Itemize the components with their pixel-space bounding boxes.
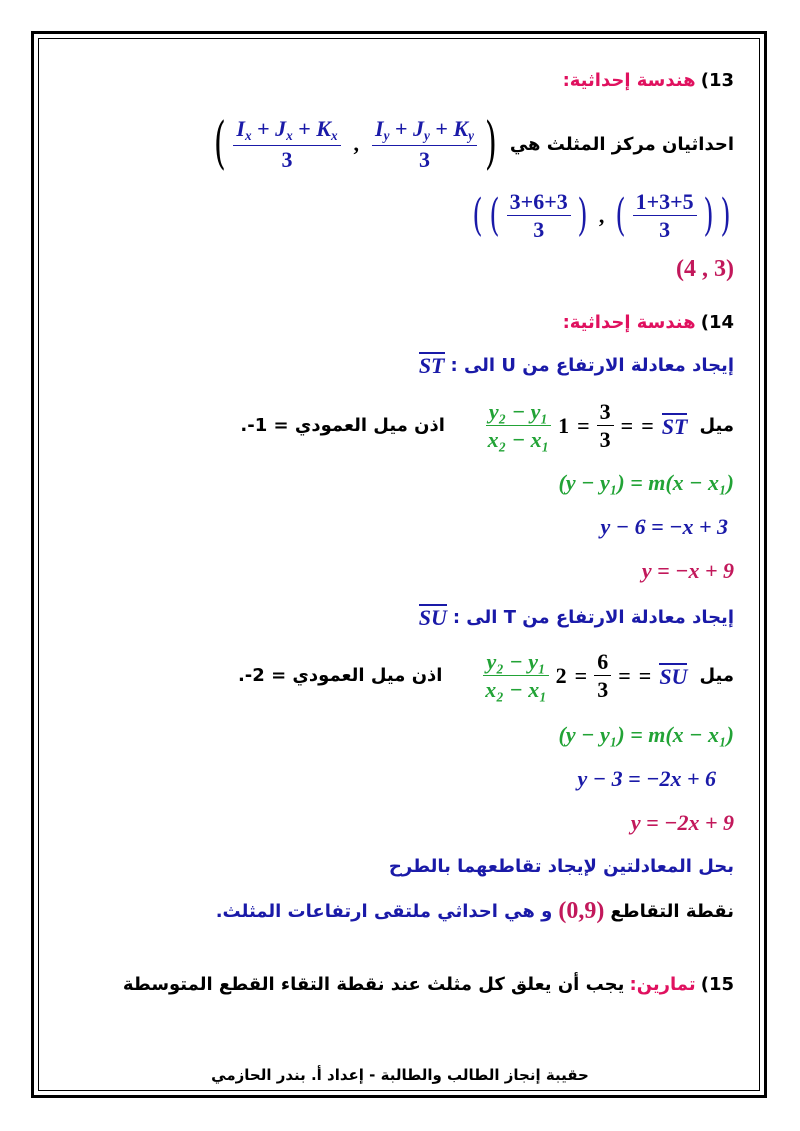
segment-st: ST: [418, 353, 445, 378]
altitude-2-text: إيجاد معادلة الارتفاع من T الى :: [452, 607, 734, 628]
slope-2-line: [238, 650, 734, 701]
section-13-title: هندسة إحداثية:: [562, 70, 696, 91]
intersection-line: [216, 898, 734, 925]
calc-x-fraction: $\frac{3+6+3}{3}$: [507, 190, 571, 241]
equation-1-step: y − 6 = −x + 3: [600, 514, 728, 539]
point-slope-2: (y − y₁) = m(x − x₁): [558, 722, 734, 747]
perpendicular-slope-2: اذن ميل العمودي = 2-.: [237, 665, 443, 687]
section-15-label: تمارين:: [629, 974, 696, 995]
point-slope-1: (y − y₁) = m(x − x₁): [558, 470, 734, 495]
slope-2-formula: $\frac{\text{y₂ − y₁}}{\text{x₂ − x₁}}$ 2 = $\frac{6}{3}$ = = SU: [485, 649, 688, 703]
calc-y-fraction: $\frac{1+3+5}{3}$: [633, 190, 697, 241]
centroid-y-fraction: $\frac{I_y + J_y + K_y}{3}$: [372, 117, 477, 171]
solve-text: بحل المعادلتين لإيجاد تقاطعهما بالطرح: [388, 856, 734, 877]
slope-2-label: ميل: [699, 665, 734, 687]
section-14-heading: [563, 312, 734, 333]
slope-1-label: ميل: [699, 415, 734, 437]
section-14-number: 14): [700, 312, 734, 333]
centroid-formula: ( $\frac{I_x + J_x + K_x}{3}$ , $\frac{I_y + J_y + K_y}{3}$ ): [213, 111, 497, 176]
slope-formula-1: $\frac{\text{y₂ − y₁}}{\text{x₂ − x₁}}$: [487, 399, 550, 453]
slope-1-formula: $\frac{\text{y₂ − y₁}}{\text{x₂ − x₁}}$ 1 = $\frac{3}{3}$ = = ST: [487, 399, 688, 453]
altitude-2-heading: [419, 604, 734, 631]
section-15: [123, 974, 734, 995]
segment-su: SU: [418, 605, 447, 630]
section-15-text: يجب أن يعلق كل مثلث عند نقطة التقاء القطع المتوسطة: [122, 974, 625, 995]
equation-1-final: y = −x + 9: [641, 558, 734, 583]
centroid-result: (4 , 3): [676, 256, 734, 282]
centroid-formula-line: [209, 111, 734, 176]
altitude-1-heading: [419, 352, 734, 379]
slope-formula-2: $\frac{\text{y₂ − y₁}}{\text{x₂ − x₁}}$: [485, 649, 547, 703]
section-13-number: 13): [700, 70, 734, 91]
centroid-calculation: ( ( $\frac{3+6+3}{3}$ ) , ( $\frac{1+3+5}{3}$ ) ): [472, 189, 731, 243]
page-footer: حقيبة إنجاز الطالب والطالبة - إعداد أ. بندر الحازمي: [211, 1066, 589, 1084]
section-15-number: 15): [700, 974, 734, 995]
intersection-point: (0,9): [558, 898, 605, 924]
section-14-title: هندسة إحداثية:: [562, 312, 696, 333]
perpendicular-slope-1: اذن ميل العمودي = 1-.: [240, 415, 445, 437]
equation-2-final: y = −2x + 9: [630, 810, 734, 835]
altitude-1-text: إيجاد معادلة الارتفاع من U الى :: [450, 355, 734, 376]
equation-2-step: y − 3 = −2x + 6: [577, 766, 716, 791]
section-13-heading: [563, 70, 734, 91]
intersection-text: و هي احداثي ملتقى ارتفاعات المثلث.: [215, 901, 553, 922]
centroid-text: احداثيان مركز المثلث هي: [509, 133, 734, 155]
centroid-x-fraction: $\frac{I_x + J_x + K_x}{3}$: [233, 117, 340, 171]
slope-1-line: [240, 400, 734, 451]
intersection-label: نقطة التقاطع: [610, 901, 734, 922]
